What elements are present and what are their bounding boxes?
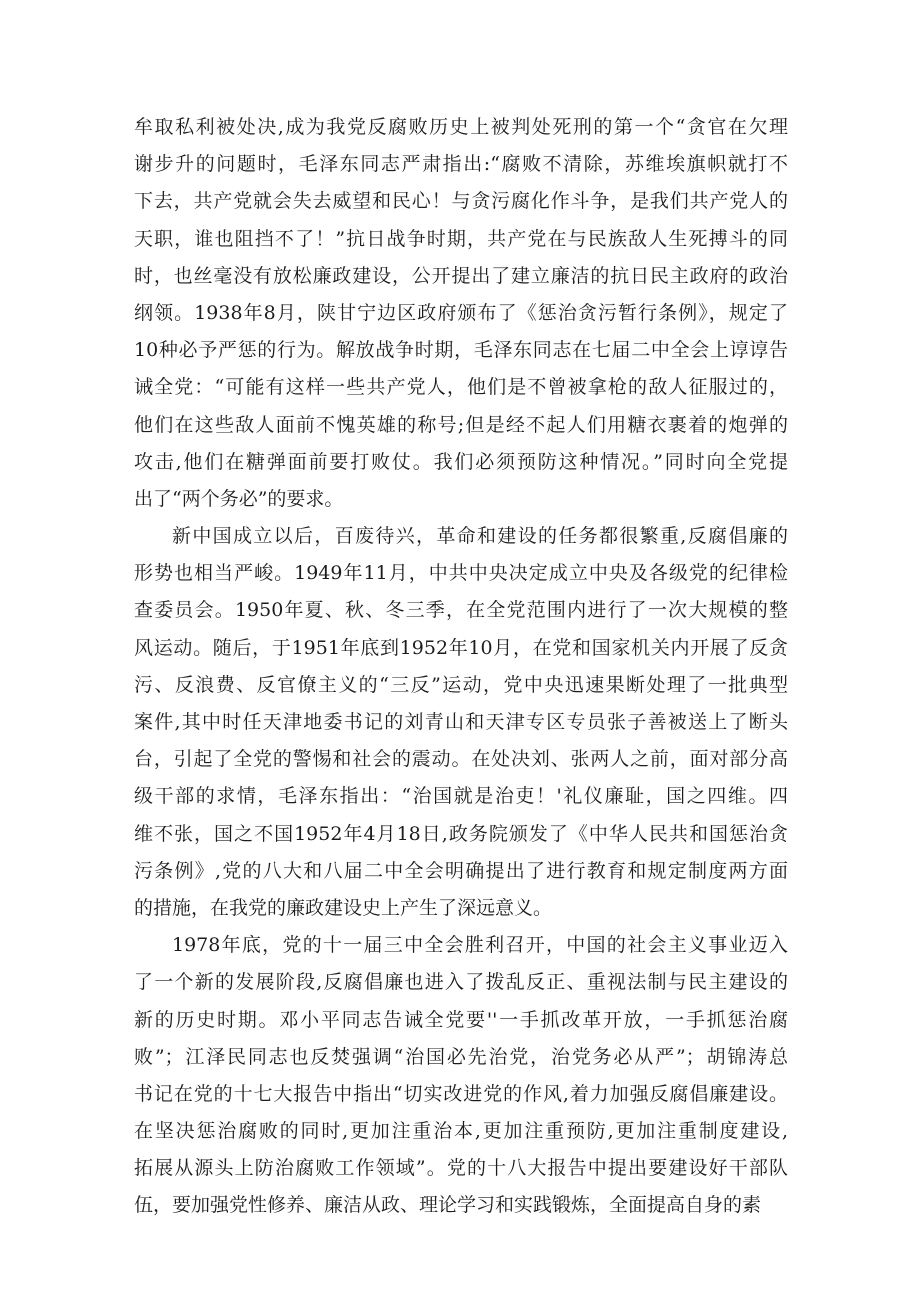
paragraph-1 — [134, 109, 788, 518]
text-line: 维不张，国之不国1952年4月18日,政务院颁发了《中华人民共和国惩治贪 — [134, 822, 788, 845]
text-line: 在坚决惩治腐败的同时,更加注重治本,更加注重预防,更加注重制度建设, — [134, 1120, 788, 1143]
text-line: 败”；江泽民同志也反焚强调“治国必先治党，治党务必从严”；胡锦涛总 — [134, 1045, 788, 1068]
text-line: 天职，谁也阻挡不了！”抗日战争时期，共产党在与民族敌人生死搏斗的同 — [134, 227, 788, 250]
text-line: 拓展从源头上防治腐败工作领域”。党的十八大报告中提出要建设好干部队 — [134, 1157, 788, 1180]
text-line: 风运动。随后，于1951年底到1952年10月，在党和国家机关内开展了反贪 — [134, 636, 788, 659]
text-line: 牟取私利被处决,成为我党反腐败历史上被判处死刑的第一个“贪官在欠理 — [134, 116, 788, 138]
body-text — [134, 109, 788, 1225]
text-line: 新中国成立以后，百废待兴，革命和建设的任务都很繁重,反腐倡廉的 — [172, 525, 788, 548]
text-line: 伍，要加强党性修养、廉洁从政、理论学习和实践锻炼，全面提高自身的素 — [134, 1194, 762, 1217]
text-line: 时，也丝毫没有放松廉政建设，公开提出了建立廉洁的抗日民主政府的政治 — [134, 264, 788, 287]
text-line: 查委员会。1950年夏、秋、冬三季，在全党范围内进行了一次大规模的整 — [134, 599, 788, 622]
text-line: 出了“两个务必”的要求。 — [134, 487, 344, 510]
paragraph-3 — [134, 927, 788, 1225]
text-line: 谢步升的问题时，毛泽东同志严肃指出:“腐败不清除，苏维埃旗帜就打不 — [134, 153, 788, 176]
text-line: 1978年底，党的十一届三中全会胜利召开，中国的社会主义事业迈入 — [172, 934, 788, 957]
text-line: 污、反浪费、反官僚主义的“三反”运动，党中央迅速果断处理了一批典型 — [134, 673, 788, 696]
paragraph-2 — [134, 518, 788, 927]
text-line: 台，引起了全党的警惕和社会的震动。在处决刘、张两人之前，面对部分高 — [134, 748, 788, 771]
text-line: 纲领。1938年8月，陕甘宁边区政府颁布了《惩治贪污暂行条例》，规定了 — [134, 301, 788, 324]
text-line: 诫全党：“可能有这样一些共产党人，他们是不曾被拿枪的敌人征服过的， — [134, 376, 788, 399]
text-line: 的措施，在我党的廉政建设史上产生了深远意义。 — [134, 896, 553, 919]
text-line: 10种必予严惩的行为。解放战争时期，毛泽东同志在七届二中全会上谆谆告 — [134, 339, 788, 362]
text-line: 污条例》,党的八大和八届二中全会明确提出了进行教育和规定制度两方面 — [134, 859, 788, 882]
text-line: 案件,其中时任天津地委书记的刘青山和天津专区专员张子善被送上了断头 — [134, 711, 788, 733]
text-line: 他们在这些敌人面前不愧英雄的称号;但是经不起人们用糖衣裹着的炮弹的 — [134, 413, 788, 436]
text-line: 攻击,他们在糖弹面前要打败仗。我们必须预防这种情况。”同时向全党提 — [134, 450, 788, 473]
text-line: 了一个新的发展阶段,反腐倡廉也进入了拨乱反正、重视法制与民主建设的 — [134, 971, 788, 994]
text-line: 新的历史时期。邓小平同志告诫全党要''一手抓改革开放，一手抓惩治腐 — [134, 1008, 788, 1031]
text-line: 下去，共产党就会失去威望和民心！与贪污腐化作斗争，是我们共产党人的 — [134, 190, 788, 213]
text-line: 书记在党的十七大报告中指出“切实改进党的作风,着力加强反腐倡廉建设。 — [134, 1082, 788, 1105]
text-line: 级干部的求情，毛泽东指出：“治国就是治吏！'礼仪廉耻，国之四维。四 — [134, 785, 788, 808]
text-line: 形势也相当严峻。1949年11月，中共中央决定成立中央及各级党的纪律检 — [134, 562, 788, 585]
